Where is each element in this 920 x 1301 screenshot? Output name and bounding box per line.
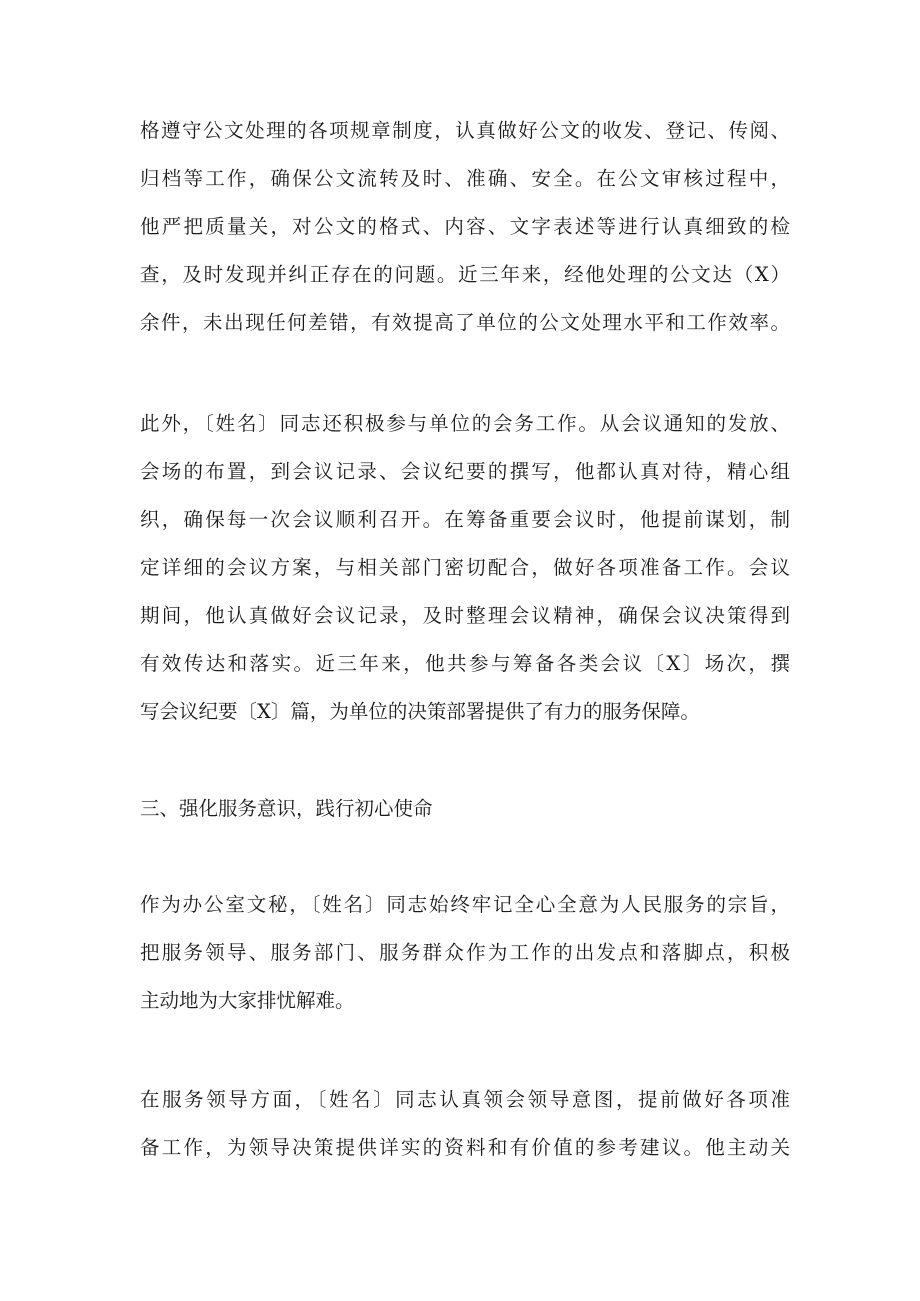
paragraph-2-line: 定详细的会议方案，与相关部门密切配合，做好各项准备工作。会议: [140, 556, 790, 579]
paragraph-3-line: 把服务领导、服务部门、服务群众作为工作的出发点和落脚点，积极: [140, 941, 790, 964]
paragraph-3-line: 主动地为大家排忧解难。: [140, 989, 355, 1012]
paragraph-1-line: 查，及时发现并纠正存在的问题。近三年来，经他处理的公文达（X）: [140, 263, 790, 286]
section-heading: 三、强化服务意识，践行初心使命: [140, 797, 433, 820]
paragraph-4-line: 在服务领导方面，〔姓名〕同志认真领会领导意图，提前做好各项准: [140, 1088, 790, 1111]
paragraph-1-line: 余件，未出现任何差错，有效提高了单位的公文处理水平和工作效率。: [140, 311, 790, 334]
paragraph-2-line: 写会议纪要〔X〕篇，为单位的决策部署提供了有力的服务保障。: [140, 700, 700, 723]
paragraph-1-line: 他严把质量关，对公文的格式、内容、文字表述等进行认真细致的检: [140, 215, 790, 238]
paragraph-2-line: 此外，〔姓名〕同志还积极参与单位的会务工作。从会议通知的发放、: [140, 412, 790, 435]
paragraph-2-line: 织，确保每一次会议顺利召开。在筹备重要会议时，他提前谋划，制: [140, 508, 790, 531]
paragraph-1-line: 归档等工作，确保公文流转及时、准确、安全。在公文审核过程中，: [140, 167, 790, 190]
paragraph-2-line: 期间，他认真做好会议记录，及时整理会议精神，确保会议决策得到: [140, 604, 790, 627]
paragraph-3-line: 作为办公室文秘，〔姓名〕同志始终牢记全心全意为人民服务的宗旨，: [140, 893, 790, 916]
paragraph-2-line: 有效传达和落实。近三年来，他共参与筹备各类会议〔X〕场次，撰: [140, 652, 790, 675]
paragraph-2-line: 会场的布置，到会议记录、会议纪要的撰写，他都认真对待，精心组: [140, 460, 790, 483]
paragraph-1-line: 格遵守公文处理的各项规章制度，认真做好公文的收发、登记、传阅、: [140, 119, 790, 142]
paragraph-4-line: 备工作，为领导决策提供详实的资料和有价值的参考建议。他主动关: [140, 1136, 790, 1159]
